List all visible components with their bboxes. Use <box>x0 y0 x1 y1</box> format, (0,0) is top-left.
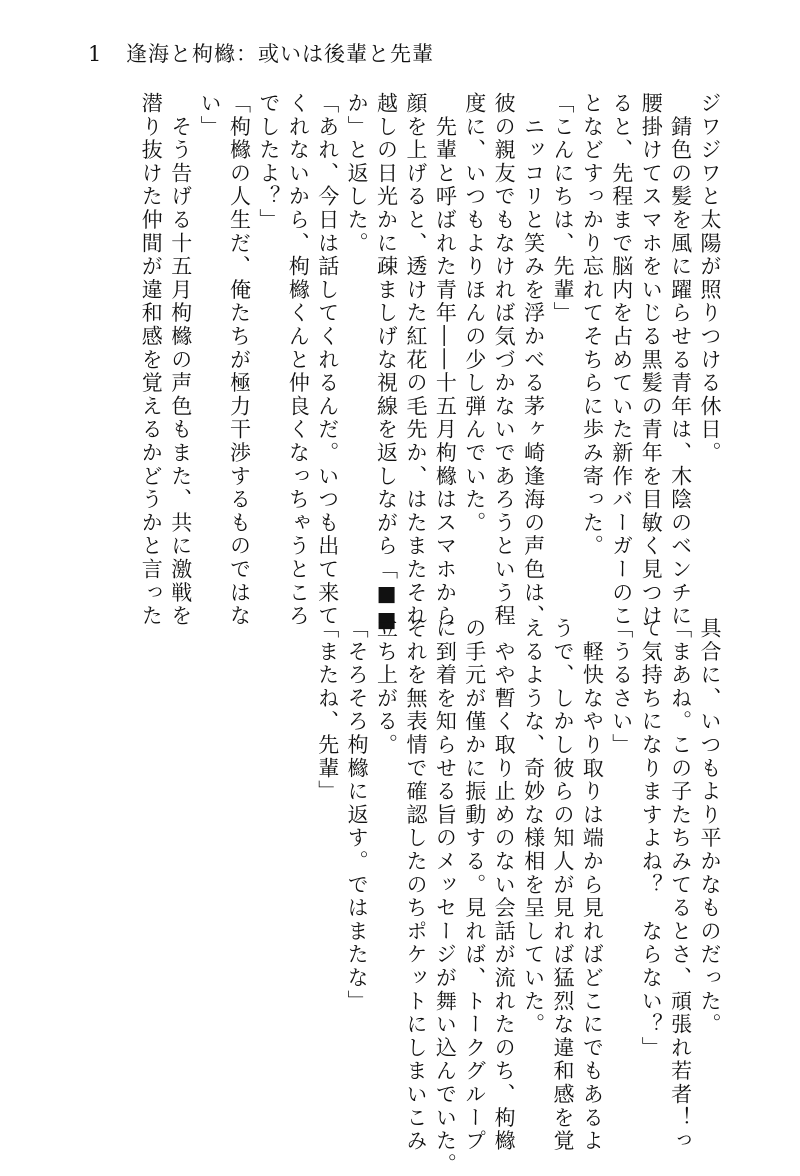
text-line: 先輩と呼ばれた青年――十五月枸櫞はスマホから <box>433 92 458 628</box>
text-line: か」と返した。 <box>345 92 370 256</box>
text-line: ニッコリと笑みを浮かべる茅ヶ崎逢海の声色は、 <box>521 92 546 628</box>
text-line: い」 <box>198 92 223 139</box>
text-line: 度に、いつもよりほんの少し弾んでいた。 <box>462 92 487 535</box>
text-line: そう告げる十五月枸櫞の声色もまた、共に激戦を <box>168 92 193 628</box>
text-line: 彼の親友でもなければ気づかないであろうという程 <box>492 92 517 628</box>
text-line: でしたよ？」 <box>256 92 281 232</box>
text-line: 「あれ、今日は話してくれるんだ。いつも出て来て <box>315 92 340 628</box>
text-line: に到着を知らせる旨のメッセージが舞い込んでいた。 <box>433 617 458 1176</box>
text-line: 「そろそろ枸櫞に返す。ではまたな」 <box>345 617 370 1014</box>
text-line: くれないから、枸櫞くんと仲良くなっちゃうところ <box>286 92 311 628</box>
text-line: やや暫く取り止めのない会話が流れたのち、枸櫞 <box>492 617 517 1153</box>
text-block-lower <box>315 617 724 1176</box>
text-line: 「またね、先輩」 <box>315 617 340 804</box>
text-line: 錆色の髪を風に躍らせる青年は、木陰のベンチに <box>668 92 693 628</box>
text-block-upper <box>94 92 724 634</box>
text-line: うで、しかし彼らの知人が見れば猛烈な違和感を覚 <box>550 617 575 1153</box>
text-line: 腰掛けてスマホをいじる黒髪の青年を目敏く見つけ <box>639 92 664 628</box>
text-line: 顔を上げると、透けた紅花の毛先か、はたまたそれ <box>403 92 428 628</box>
text-line: 具合に、いつもより平かなものだった。 <box>698 617 722 1037</box>
text-line: 軽快なやり取りは端から見ればどこにでもあるよ <box>580 617 605 1153</box>
document-title: 逢海と枸櫞：或いは後輩と先輩 <box>126 42 434 66</box>
text-line: 「こんにちは、先輩」 <box>550 92 575 325</box>
text-line: ると、先程まで脳内を占めていた新作バーガーのこ <box>609 92 634 628</box>
text-line: て気持ちになりますよね？ ならない？」 <box>639 617 664 1060</box>
text-line: ジワジワと太陽が照りつける休日。 <box>698 92 722 465</box>
page-header <box>88 38 434 68</box>
text-line: それを無表情で確認したのちポケットにしまいこみ <box>403 617 428 1153</box>
text-line: 立ち上がる。 <box>374 617 399 757</box>
text-line: 潜り抜けた仲間が違和感を覚えるかどうかと言った <box>139 92 164 628</box>
text-line: の手元が僅かに振動する。見れば、トークグループ <box>462 617 487 1153</box>
text-line: えるような、奇妙な様相を呈していた。 <box>521 617 546 1037</box>
page-number: 1 <box>88 42 103 66</box>
text-line: 越しの日光かに疎ましげな視線を返しながら「■■ <box>374 92 399 634</box>
text-line: 「枸櫞の人生だ、俺たちが極力干渉するものではな <box>227 92 252 628</box>
text-line: 「うるさい」 <box>609 617 634 757</box>
text-line: となどすっかり忘れてそちらに歩み寄った。 <box>580 92 605 558</box>
text-line: 「まあね。この子たちみてるとさ、頑張れ若者！っ <box>668 617 693 1153</box>
